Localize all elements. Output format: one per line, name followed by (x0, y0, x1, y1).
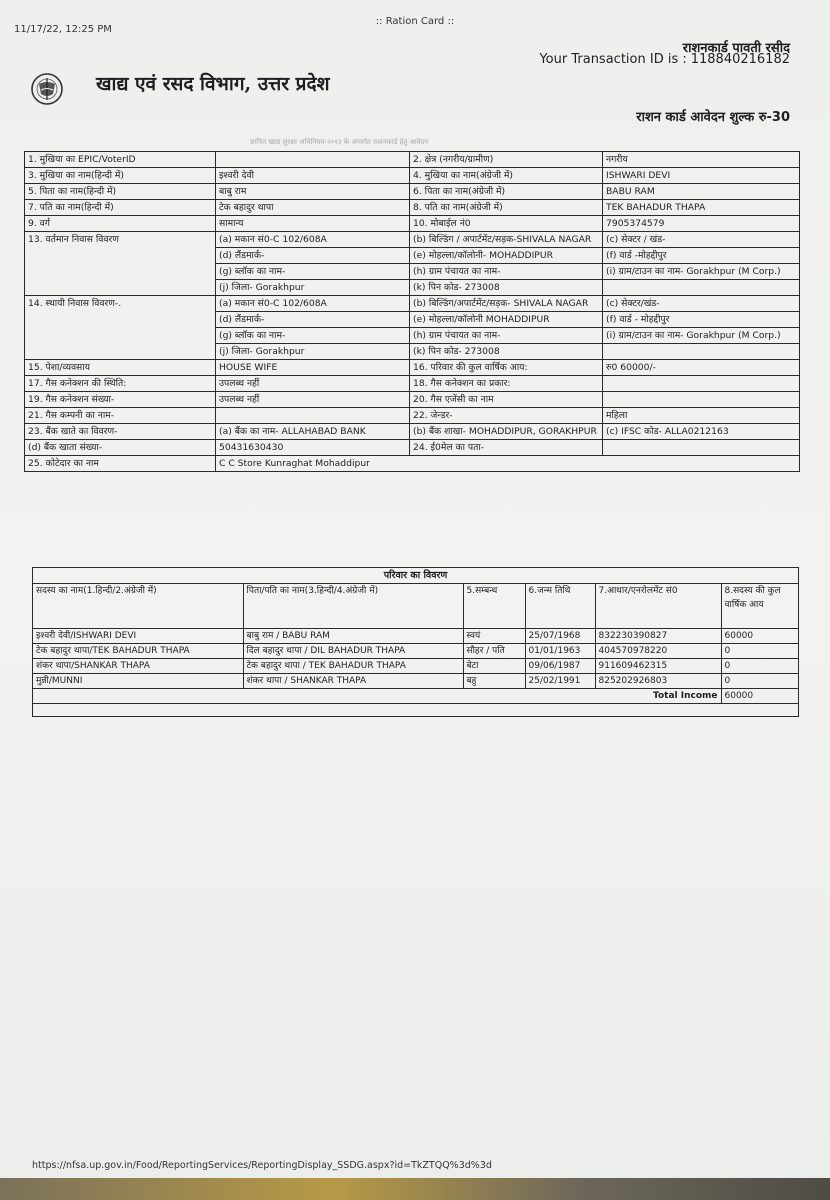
field-label: 24. ई0मेल का पता- (410, 440, 603, 456)
total-income-value: 60000 (721, 688, 798, 703)
background-surface (0, 1178, 830, 1200)
field-label: 23. बैंक खाते का विवरण- (25, 424, 216, 440)
table-row (25, 440, 800, 456)
field-label: 25. कोटेदार का नाम (25, 456, 216, 472)
table-row (25, 152, 800, 168)
field-label: 17. गैस कनेक्शन की स्थिति: (25, 376, 216, 392)
field-label: (d) बैंक खाता संख्या- (25, 440, 216, 456)
field-value: (h) ग्राम पंचायत का नाम- (410, 328, 603, 344)
member-aadhaar: 404570978220 (595, 643, 721, 658)
table-row (25, 168, 800, 184)
member-income: 0 (721, 673, 798, 688)
field-value: (c) सेक्टर/खंड- (603, 296, 800, 312)
member-guardian: टेक बहादुर थापा / TEK BAHADUR THAPA (243, 658, 463, 673)
transaction-line (539, 52, 790, 67)
column-header: 7.आधार/एनरोलमेंट सं0 (595, 584, 721, 628)
table-row (33, 628, 798, 643)
field-value: (g) ब्लॉक का नाम- (216, 264, 410, 280)
field-label: 5. पिता का नाम(हिन्दी में) (25, 184, 216, 200)
field-value: इश्वरी देवी (216, 168, 410, 184)
member-dob: 01/01/1963 (525, 643, 595, 658)
member-aadhaar: 911609462315 (595, 658, 721, 673)
field-label: 21. गैस कम्पनी का नाम- (25, 408, 216, 424)
field-value: (a) मकान सं0-C 102/608A (216, 296, 410, 312)
member-income: 60000 (721, 628, 798, 643)
column-header: 6.जन्म तिथि (525, 584, 595, 628)
page-title: :: Ration Card :: (375, 16, 455, 27)
field-value: (h) ग्राम पंचायत का नाम- (410, 264, 603, 280)
member-guardian: शंकर थापा / SHANKAR THAPA (243, 673, 463, 688)
field-label: 18. गैस कनेक्शन का प्रकार: (410, 376, 603, 392)
member-aadhaar: 832230390827 (595, 628, 721, 643)
application-fee: राशन कार्ड आवेदन शुल्क रु-30 (636, 110, 790, 125)
table-row (25, 408, 800, 424)
field-label: 19. गैस कनेक्शन संख्या- (25, 392, 216, 408)
member-name: मुन्नी/MUNNI (33, 673, 243, 688)
field-value: (c) सेक्टर / खंड- (603, 232, 800, 248)
field-value: (b) बिल्डिंग/अपार्टमेंट/सड़क- SHIVALA NAGAR (410, 296, 603, 312)
table-row (25, 392, 800, 408)
field-value: (f) वार्ड - मोहद्दीपुर (603, 312, 800, 328)
member-relation: बेटा (463, 658, 525, 673)
field-value (603, 344, 800, 360)
up-government-emblem-icon (30, 70, 64, 108)
print-timestamp: 11/17/22, 12:25 PM (14, 24, 112, 35)
field-value: BABU RAM (603, 184, 800, 200)
field-value (603, 376, 800, 392)
total-income-label: Total Income (33, 688, 721, 703)
field-value: (j) जिला- Gorakhpur (216, 280, 410, 296)
field-label: 9. वर्ग (25, 216, 216, 232)
field-value: बाबु राम (216, 184, 410, 200)
field-value: नगरीय (603, 152, 800, 168)
family-details-section (32, 567, 799, 717)
field-value: (d) लैंडमार्क- (216, 248, 410, 264)
member-guardian: बाबु राम / BABU RAM (243, 628, 463, 643)
field-label: 10. मोबाईल नं0 (410, 216, 603, 232)
field-value: (b) बैंक शाखा- MOHADDIPUR, GORAKHPUR (410, 424, 603, 440)
transaction-label: Your Transaction ID is : (539, 52, 687, 67)
member-income: 0 (721, 643, 798, 658)
field-value: (d) लैंडमार्क- (216, 312, 410, 328)
total-row (33, 688, 798, 703)
field-value: (b) बिल्डिंग / अपार्टमेंट/सड़क-SHIVALA NAGAR (410, 232, 603, 248)
field-value: उपलब्ध नहीं (216, 376, 410, 392)
field-value: (e) मोहल्ला/कॉलोनी MOHADDIPUR (410, 312, 603, 328)
field-label: 8. पति का नाम(अंग्रेजी में) (410, 200, 603, 216)
member-relation: सौहर / पति (463, 643, 525, 658)
table-row (25, 232, 800, 248)
field-value: रु0 60000/- (603, 360, 800, 376)
field-value: 7905374579 (603, 216, 800, 232)
column-header: 8.सदस्य की कुल वार्षिक आय (721, 584, 798, 628)
department-name: खाद्य एवं रसद विभाग, उत्तर प्रदेश (96, 73, 330, 95)
field-value: 50431630430 (216, 440, 410, 456)
field-value: (e) मोहल्ला/कॉलोनी- MOHADDIPUR (410, 248, 603, 264)
field-label: 1. मुखिया का EPIC/VoterID (25, 152, 216, 168)
table-header-row (33, 584, 798, 628)
table-row (25, 424, 800, 440)
field-value: HOUSE WIFE (216, 360, 410, 376)
member-guardian: दिल बहादुर थापा / DIL BAHADUR THAPA (243, 643, 463, 658)
field-value (216, 152, 410, 168)
family-section-title: परिवार का विवरण (33, 568, 798, 584)
column-header: पिता/पति का नाम(3.हिन्दी/4.अंग्रेजी में) (243, 584, 463, 628)
field-value: (c) IFSC कोड- ALLA0212163 (603, 424, 800, 440)
faint-heading: ज्ञापित खाद्य सुरक्षा अधिनियम-२०१३ के अन्तर्गत राशनकार्ड हेतु आवेदन (250, 138, 429, 146)
field-value: (i) ग्राम/टाउन का नाम- Gorakhpur (M Corp.) (603, 264, 800, 280)
field-label: 2. क्षेत्र (नगरीय/ग्रामीण) (410, 152, 603, 168)
field-label: 6. पिता का नाम(अंग्रेजी में) (410, 184, 603, 200)
field-value: (a) मकान सं0-C 102/608A (216, 232, 410, 248)
field-value: (a) बैंक का नाम- ALLAHABAD BANK (216, 424, 410, 440)
field-value: ISHWARI DEVI (603, 168, 800, 184)
table-row (25, 200, 800, 216)
column-header: 5.सम्बन्ध (463, 584, 525, 628)
applicant-details-table (24, 151, 800, 472)
member-dob: 25/07/1968 (525, 628, 595, 643)
permanent-address-label: 14. स्थायी निवास विवरण-. (25, 296, 216, 360)
member-dob: 25/02/1991 (525, 673, 595, 688)
field-label: 22. जेन्डर- (410, 408, 603, 424)
table-row (25, 376, 800, 392)
member-name: इश्वरी देवी/ISHWARI DEVI (33, 628, 243, 643)
member-aadhaar: 825202926803 (595, 673, 721, 688)
field-value: TEK BAHADUR THAPA (603, 200, 800, 216)
field-value: C C Store Kunraghat Mohaddipur (216, 456, 800, 472)
member-relation: स्वयं (463, 628, 525, 643)
table-row (25, 296, 800, 312)
field-value: सामान्य (216, 216, 410, 232)
family-table (33, 584, 798, 704)
field-value: महिला (603, 408, 800, 424)
table-row (33, 658, 798, 673)
table-row (25, 216, 800, 232)
current-address-label: 13. वर्तमान निवास विवरण (25, 232, 216, 296)
source-url: https://nfsa.up.gov.in/Food/ReportingServices/ReportingDisplay_SSDG.aspx?id=TkZTQQ%3d%3d (32, 1160, 492, 1171)
transaction-id: 118840216182 (690, 52, 790, 67)
member-dob: 09/06/1987 (525, 658, 595, 673)
field-value: (k) पिन कोड- 273008 (410, 344, 603, 360)
table-row (33, 673, 798, 688)
field-value: उपलब्ध नहीं (216, 392, 410, 408)
field-value (603, 392, 800, 408)
field-value (603, 280, 800, 296)
table-row (25, 184, 800, 200)
field-value: (j) जिला- Gorakhpur (216, 344, 410, 360)
field-value (216, 408, 410, 424)
field-label: 20. गैस एजेंसी का नाम (410, 392, 603, 408)
field-value: (k) पिन कोड- 273008 (410, 280, 603, 296)
field-value: (i) ग्राम/टाउन का नाम- Gorakhpur (M Corp.) (603, 328, 800, 344)
field-value: (g) ब्लॉक का नाम- (216, 328, 410, 344)
field-value: (f) वार्ड -मोहद्दीपुर (603, 248, 800, 264)
member-income: 0 (721, 658, 798, 673)
member-name: टेक बहादुर थापा/TEK BAHADUR THAPA (33, 643, 243, 658)
table-row (33, 643, 798, 658)
column-header: सदस्य का नाम(1.हिन्दी/2.अंग्रेजी में) (33, 584, 243, 628)
member-relation: बहु (463, 673, 525, 688)
table-row (25, 360, 800, 376)
table-row (25, 456, 800, 472)
field-label: 16. परिवार की कुल वार्षिक आय: (410, 360, 603, 376)
field-label: 7. पति का नाम(हिन्दी में) (25, 200, 216, 216)
field-value (603, 440, 800, 456)
field-label: 4. मुखिया का नाम(अंग्रेजी में) (410, 168, 603, 184)
field-value: टेक बहादुर थापा (216, 200, 410, 216)
field-label: 3. मुखिया का नाम(हिन्दी में) (25, 168, 216, 184)
field-label: 15. पेशा/व्यवसाय (25, 360, 216, 376)
member-name: शंकर थापा/SHANKAR THAPA (33, 658, 243, 673)
receipt-title: राशनकार्ड पावती रसीद (682, 41, 790, 56)
